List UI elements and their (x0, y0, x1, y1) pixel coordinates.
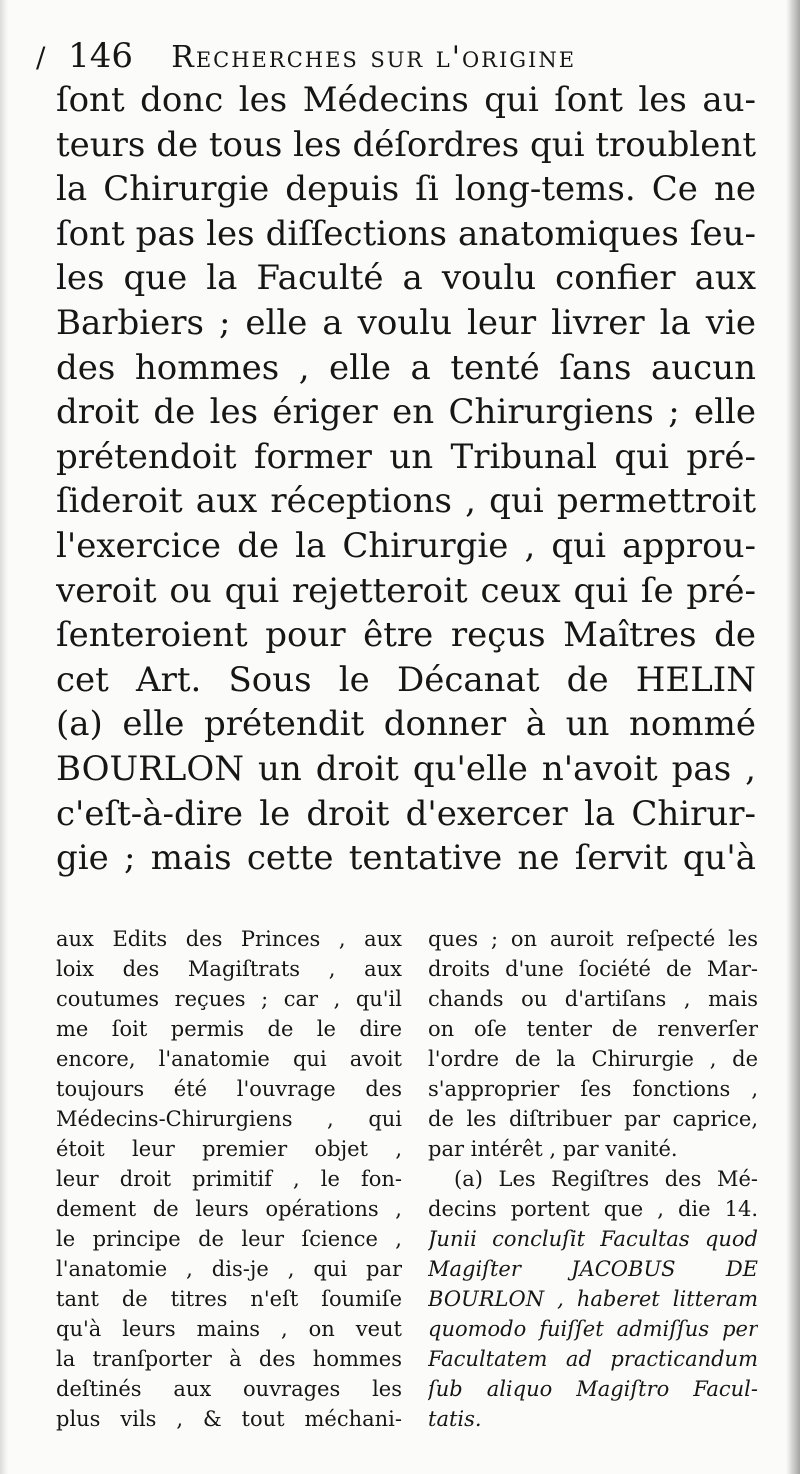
main-text-line: l'exercice de la Chirurgie , qui approu- (56, 525, 756, 566)
running-title: Recherches sur l'origine (171, 40, 577, 75)
footnote-left-line: dement de leurs opérations , (56, 1197, 402, 1221)
page-number: 146 (68, 36, 134, 76)
footnote-left-line: la tranſporter à des hommes (56, 1347, 402, 1371)
footnote-right-line: tatis. (428, 1407, 482, 1431)
footnote-left-line: encore, l'anatomie qui avoit (56, 1047, 402, 1071)
main-text-line: (a) elle prétendit donner à un nommé (56, 704, 756, 745)
main-text-line: cet Art. Sous le Décanat de HELIN (56, 659, 756, 700)
main-text-line: gie ; mais cette tentative ne ſervit qu'à (56, 838, 756, 879)
main-text-line: les que la Faculté a voulu confier aux (56, 258, 756, 299)
footnote-left-line: qu'à leurs mains , on veut (56, 1317, 402, 1341)
footnote-left-line: plus vils , & tout méchani- (56, 1407, 402, 1431)
main-text-line: la Chirurgie depuis ſi long-tems. Ce ne (56, 169, 756, 210)
footnote-right-line: Facultatem ad practicandum (428, 1347, 758, 1371)
main-text-line: ſont pas les diſſections anatomiques ſeu- (56, 213, 756, 254)
footnote-left-line: tant de titres n'eſt ſoumiſe (56, 1287, 402, 1311)
footnote-left-line: leur droit primitif , le fon- (56, 1167, 402, 1191)
main-text-line: droit de les ériger en Chirurgiens ; elle (56, 392, 756, 433)
footnote-right-line: ques ; on auroit reſpecté les (428, 927, 758, 951)
main-text-line: ſenteroient pour être reçus Maîtres de (56, 615, 756, 656)
footnote-right-line: Magiſter JACOBUS DE (428, 1257, 758, 1281)
footnote-left-line: Médecins-Chirurgiens , qui (56, 1107, 402, 1131)
footnote-right-line: de les diſtribuer par caprice, (428, 1107, 758, 1131)
footnote-right-line: quomodo fuiſſet admiſſus per (428, 1317, 758, 1341)
footnote-right-column (428, 924, 758, 1444)
footnote-left-line: me ſoit permis de le dire (56, 1017, 402, 1041)
footnote-right-line: decins portent que , die 14. (428, 1197, 758, 1221)
footnote-left-line: loix des Magiſtrats , aux (56, 957, 402, 981)
footnote-right-line: chands ou d'artiſans , mais (428, 987, 758, 1011)
main-text-line: prétendoit former un Tribunal qui pré- (56, 436, 756, 477)
footnote-left-column (56, 924, 402, 1444)
main-text-line: ſideroit aux réceptions , qui permettroit (56, 481, 756, 522)
footnote-right-line: s'approprier ſes fonctions , (428, 1077, 758, 1101)
footnote-right-line: on oſe tenter de renverſer (428, 1017, 758, 1041)
footnote-right-line: par intérêt , par vanité. (428, 1137, 678, 1161)
main-text-line: ſont donc les Médecins qui ſont les au- (56, 80, 756, 120)
footnote-right-line: BOURLON , haberet litteram (428, 1287, 758, 1311)
footnote-left-line: coutumes reçues ; car , qu'il (56, 987, 402, 1011)
footnote-right-line: Junii concluſit Facultas quod (428, 1227, 758, 1251)
main-text-line: des hommes , elle a tenté ſans aucun (56, 347, 756, 388)
main-text-line: c'eſt-à-dire le droit d'exercer la Chirur- (56, 793, 756, 834)
footnote-right-line: (a) Les Regiſtres des Mé- (454, 1167, 758, 1191)
footnote-left-line: étoit leur premier objet , (56, 1137, 402, 1161)
margin-mark: / (36, 41, 46, 74)
footnote-right-line: l'ordre de la Chirurgie , de (428, 1047, 758, 1071)
footnote-left-line: toujours été l'ouvrage des (56, 1077, 402, 1101)
main-text-line: BOURLON un droit qu'elle n'avoit pas , (56, 748, 756, 789)
footnote-left-line: l'anatomie , dis-je , qui par (56, 1257, 402, 1281)
footnote-left-line: deſtinés aux ouvrages les (56, 1377, 402, 1401)
footnote-left-line: le principe de leur ſcience , (56, 1227, 402, 1251)
main-text-line: veroit ou qui rejetteroit ceux qui ſe pré- (56, 570, 756, 611)
page-header (36, 28, 736, 84)
page-right-shadow (786, 0, 800, 1474)
footnote-area (56, 924, 756, 1444)
footnote-left-line: aux Edits des Princes , aux (56, 927, 402, 951)
main-text-line: teurs de tous les déſordres qui troublent (56, 124, 756, 165)
main-text-line: Barbiers ; elle a voulu leur livrer la vie (56, 302, 756, 343)
footnote-right-line: droits d'une ſociété de Mar- (428, 957, 758, 981)
footnote-right-line: ſub aliquo Magiſtro Facul- (428, 1377, 758, 1401)
main-text-block (56, 78, 756, 878)
page-left-shadow (0, 0, 8, 1474)
